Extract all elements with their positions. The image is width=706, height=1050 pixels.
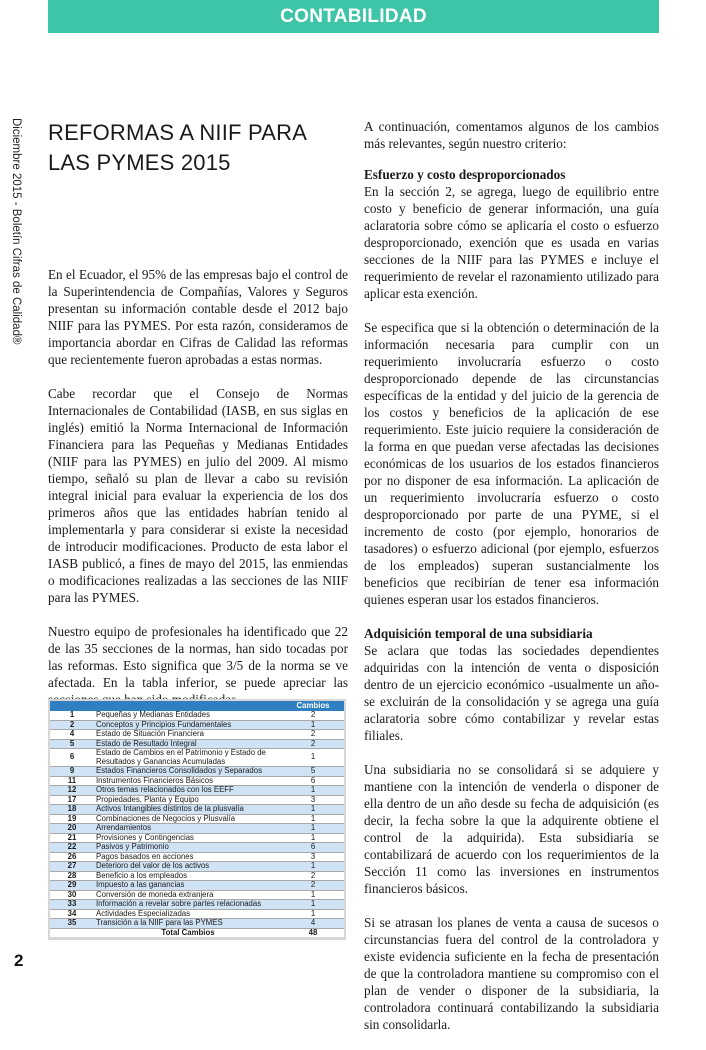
row-section-name: Transición a la NIIF para las PYMES [94, 919, 282, 929]
row-section-name: Estados Financieros Consolidados y Separados [94, 767, 282, 777]
left-column [48, 266, 348, 725]
row-changes: 5 [282, 767, 344, 777]
total-spacer [50, 928, 94, 937]
row-section-number: 20 [50, 824, 94, 834]
row-section-number: 11 [50, 776, 94, 786]
subsection-heading: Adquisición temporal de una subsidiaria [364, 626, 593, 641]
paragraph: Si se atrasan los planes de venta a causa de sucesos o circunstancias fuera del control de la controladora y existe evidencia suficiente en la fecha de presentación de que la controladora mantiene su compromiso con el plan de vender o disponer de la subsidiaria, la controladora continuará contabilizando la subsidiaria sin consolidarla. [364, 915, 659, 1032]
row-changes: 2 [282, 730, 344, 740]
row-section-name: Estado de Resultado Integral [94, 739, 282, 749]
sections-table [50, 701, 344, 937]
row-section-name: Pasivos y Patrimonio [94, 843, 282, 853]
row-section-number: 21 [50, 833, 94, 843]
row-changes: 2 [282, 711, 344, 720]
total-label: Total Cambios [94, 928, 282, 937]
table-row [50, 786, 344, 796]
paragraph: Nuestro equipo de profesionales ha identificado que 22 de las 35 secciones de la normas, han sido tocadas por las reformas. Esto significa que 3/5 de la norma se ve afectada. En la tabla inferior, se puede apreciar las [48, 624, 348, 690]
row-section-number: 9 [50, 767, 94, 777]
sections-table-container [48, 699, 346, 940]
row-changes: 1 [282, 862, 344, 872]
row-section-number: 30 [50, 890, 94, 900]
row-section-name: Propiedades, Planta y Equipo [94, 795, 282, 805]
row-changes: 1 [282, 805, 344, 815]
table-header-changes: Cambios [282, 701, 344, 711]
row-changes: 6 [282, 776, 344, 786]
table-row [50, 833, 344, 843]
row-changes: 3 [282, 795, 344, 805]
row-section-number: 19 [50, 814, 94, 824]
sidebar-publication-text: Diciembre 2015 - Boletín Cifras de Calidad® [10, 118, 22, 345]
row-section-name: Beneficio a los empleados [94, 871, 282, 881]
row-section-name: Estado de Cambios en el Patrimonio y Estado de Resultados y Ganancias Acumuladas [94, 749, 282, 767]
row-changes: 1 [282, 900, 344, 910]
row-section-number: 2 [50, 720, 94, 730]
table-row [50, 881, 344, 891]
row-section-name: Actividades Especializadas [94, 909, 282, 919]
subsection-heading: Esfuerzo y costo desproporcionados [364, 167, 566, 182]
page-number: 2 [14, 951, 24, 970]
row-section-number: 6 [50, 749, 94, 767]
row-section-number: 28 [50, 871, 94, 881]
row-section-name: Provisiones y Contingencias [94, 833, 282, 843]
row-section-name: Estado de Situación Financiera [94, 730, 282, 740]
row-section-number: 4 [50, 730, 94, 740]
row-section-number: 26 [50, 852, 94, 862]
table-row [50, 919, 344, 929]
row-changes: 2 [282, 881, 344, 891]
right-column [364, 118, 659, 1050]
row-changes: 1 [282, 814, 344, 824]
row-section-name: Combinaciones de Negocios y Plusvalía [94, 814, 282, 824]
row-section-name: Información a revelar sobre partes relacionadas [94, 900, 282, 910]
row-section-number: 18 [50, 805, 94, 815]
row-section-number: 22 [50, 843, 94, 853]
row-section-number: 1 [50, 711, 94, 720]
row-section-name: Pequeñas y Medianas Entidades [94, 711, 282, 720]
row-changes: 6 [282, 843, 344, 853]
table-row [50, 749, 344, 767]
row-changes: 3 [282, 852, 344, 862]
row-section-name: Pagos basados en acciones [94, 852, 282, 862]
table-row [50, 871, 344, 881]
row-section-name: Conceptos y Principios Fundamentales [94, 720, 282, 730]
paragraph: Una subsidiaria no se consolidará si se adquiere y mantiene con la intención de venderla o disponer de ella dentro de un año desde su fecha de adquisición (es decir, la fecha sobre la que la adquirente obtiene el control de la adquirida). Esta subsidiaria se contabilizará de acuerdo con los requerimientos de la Sección 11 como las inversiones en instrumentos financieros básicos. [364, 762, 659, 896]
row-changes: 1 [282, 749, 344, 767]
row-section-number: 29 [50, 881, 94, 891]
total-value: 48 [282, 928, 344, 937]
row-section-number: 35 [50, 919, 94, 929]
row-section-number: 27 [50, 862, 94, 872]
row-changes: 1 [282, 909, 344, 919]
row-changes: 2 [282, 739, 344, 749]
row-changes: 1 [282, 824, 344, 834]
paragraph: En el Ecuador, el 95% de las empresas bajo el control de la Superintendencia de Compañías, Valores y Seguros presentan su información contable desde el 2012 bajo NIIF para las PYMES. Por esta razón, consideramos de importancia abordar en Cifras de Calidad las reformas que recientemente fueron aprobadas a estas normas. [48, 267, 348, 367]
paragraph: Cabe recordar que el Consejo de Normas Internacionales de Contabilidad (IASB, en sus siglas en inglés) emitió la Norma Internacional de Información Financiera para las Pequeñas y Medianas Entidades (NIIF para las PYMES) en julio del 2009. Al mismo tiempo, señaló su plan de llevar a cabo su revisión integral inicial para evaluar la experiencia de los dos primeros años que las entidades habrían tenido al implementarla y para considerar si existe la necesidad de introducir modificaciones. Producto de esta labor el IASB publicó, a fines de mayo del 2015, las enmiendas o modificaciones realizadas a las secciones de las NIIF para las PYMES. [48, 386, 348, 605]
paragraph: En la sección 2, se agrega, luego de equilibrio entre costo y beneficio de generar información, una guía aclaratoria sobre cómo se aplicaría el costo o esfuerzo desproporcionado, exención que es usada en varias secciones de la NIIF para las PYMES e incluye el requerimiento de revelar el razonamiento utilizado para aplicar esta exención. [364, 184, 659, 301]
table-body [50, 711, 344, 937]
article-title: REFORMAS A NIIF PARA LAS PYMES 2015 [48, 120, 306, 175]
paragraph: Se aclara que todas las sociedades dependientes adquiridas con la intención de venta o disposición dentro de un ejercicio económico -usualmente un año- se excluirán de la consolidación y se agrega una guía aclaratoria sobre cómo contabilizar y revelar estas filiales. [364, 643, 659, 743]
row-section-name: Impuesto a las ganancias [94, 881, 282, 891]
row-changes: 1 [282, 720, 344, 730]
row-section-number: 17 [50, 795, 94, 805]
paragraph: A continuación, comentamos algunos de los cambios más relevantes, según nuestro criterio: [364, 119, 659, 151]
row-section-number: 34 [50, 909, 94, 919]
table-row [50, 711, 344, 720]
table-row [50, 767, 344, 777]
paragraph: Se especifica que si la obtención o determinación de la información necesaria para cumplir con un requerimiento involucraría esfuerzo o costo desproporcionado depende de las circunstancias específicas de la entidad y del juicio de la gerencia de los costos y beneficios de la aplicación de ese requerimiento. Este juicio requiere la consideración de la forma en que puedan verse afectadas las decisiones económicas de los usuarios de los estados financieros por no disponer de esa información. La aplicación de un requerimiento involucraría esfuerzo o costo desproporcionado por parte de una PYME, si el incremento de costo (por ejemplo, honorarios de tasadores) o esfuerzo adicional (por ejemplo, esfuerzos de los empleados) superan sustancialmente los beneficios que recibirían de tener esa información quienes esperan usar los estados financieros. [364, 320, 659, 607]
table-row [50, 730, 344, 740]
row-changes: 2 [282, 871, 344, 881]
table-row [50, 843, 344, 853]
table-total-row [50, 928, 344, 937]
row-changes: 1 [282, 833, 344, 843]
row-section-name: Activos Intangibles distintos de la plusvalía [94, 805, 282, 815]
table-row [50, 805, 344, 815]
row-section-number: 33 [50, 900, 94, 910]
row-section-number: 5 [50, 739, 94, 749]
row-section-number: 12 [50, 786, 94, 796]
row-changes: 1 [282, 890, 344, 900]
section-banner: CONTABILIDAD [48, 0, 659, 33]
row-changes: 4 [282, 919, 344, 929]
table-row [50, 900, 344, 910]
table-row [50, 814, 344, 824]
row-section-name: Conversión de moneda extranjera [94, 890, 282, 900]
row-section-name: Arrendamientos [94, 824, 282, 834]
row-section-name: Deterioro del valor de los activos [94, 862, 282, 872]
table-row [50, 824, 344, 834]
row-changes: 1 [282, 786, 344, 796]
row-section-name: Instrumentos Financieros Básicos [94, 776, 282, 786]
table-row [50, 862, 344, 872]
row-section-name: Otros temas relacionados con los EEFF [94, 786, 282, 796]
